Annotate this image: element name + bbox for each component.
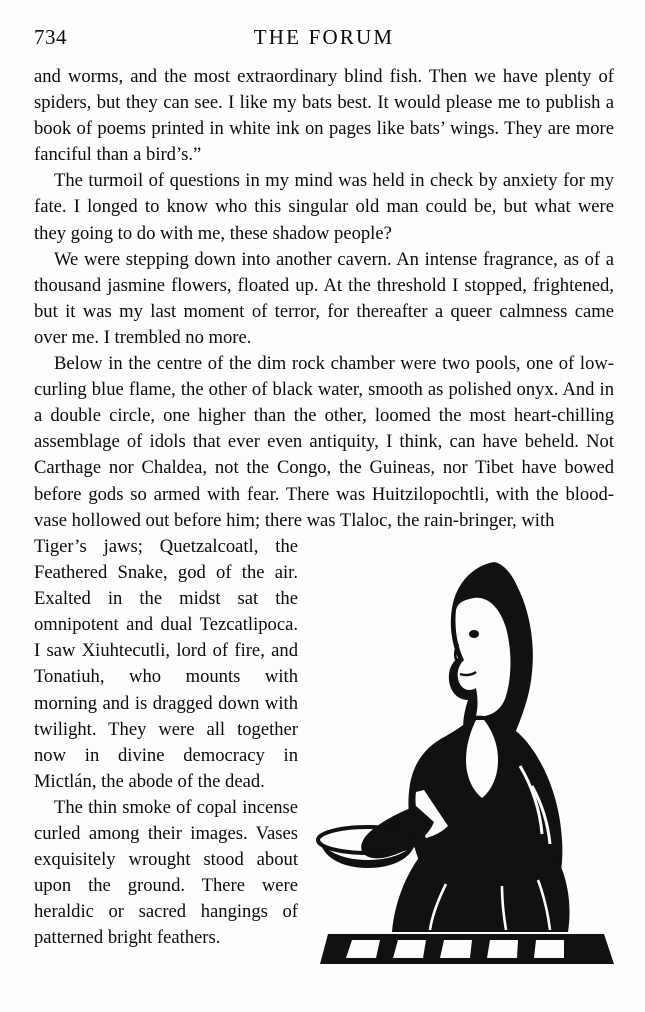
page-number: 734 (34, 25, 67, 49)
paragraph: Below in the centre of the dim rock chamber were two pools, one of low-curling blue flame, the other of black water, smooth as polished onyx. And in a double circle, one higher than the other, loomed the most heart-chilling assemblage of idols that ever even antiquity, I think, can have beheld. Not Carthage nor Chaldea, not the Congo, the Guineas, nor Tibet have bowed before gods so armed with fear. There was Huitzilopochtli, with the blood-vase hollowed out before him; there was Tlaloc, the rain-bringer, with (34, 353, 614, 531)
body-text-block (34, 64, 614, 534)
paragraph: The turmoil of questions in my mind was held in check by anxiety for my fate. I longed to know who this singular old man could be, but what were they going to do with me, these shadow people? (34, 170, 614, 244)
running-head-title: THE FORUM (253, 25, 395, 49)
narrow-text-column (34, 534, 298, 952)
paragraph: We were stepping down into another cavern. An intense fragrance, as of a thousand jasmine flowers, floated up. At the threshold I stopped, frightened, but it was my last moment of terror, for thereafter a queer calmness came over me. I trembled no more. (34, 248, 614, 348)
running-head (34, 24, 614, 54)
paragraph: The thin smoke of copal incense curled among their images. Vases exquisitely wrought stood about upon the ground. There were heraldic or sacred hangings of patterned bright feathers. (34, 796, 298, 949)
paragraph: and worms, and the most extraordinary blind fish. Then we have plenty of spiders, but they can see. I like my bats best. It would please me to publish a book of poems printed in white ink on pages like bats’ wings. They are more fanciful than a bird’s.” (34, 66, 614, 166)
illustration-woman-kneeling-with-bowl (306, 540, 626, 980)
paragraph: Tiger’s jaws; Quetzalcoatl, the Feathered Snake, god of the air. Exalted in the midst sat the omnipotent and dual Tezcatlipoca. I saw Xiuhtecutli, lord of fire, and Tonatiuh, who mounts with morning and is dragged down with twilight. They were all together now in divine democracy in Mictlán, the abode of the dead. (34, 536, 298, 792)
